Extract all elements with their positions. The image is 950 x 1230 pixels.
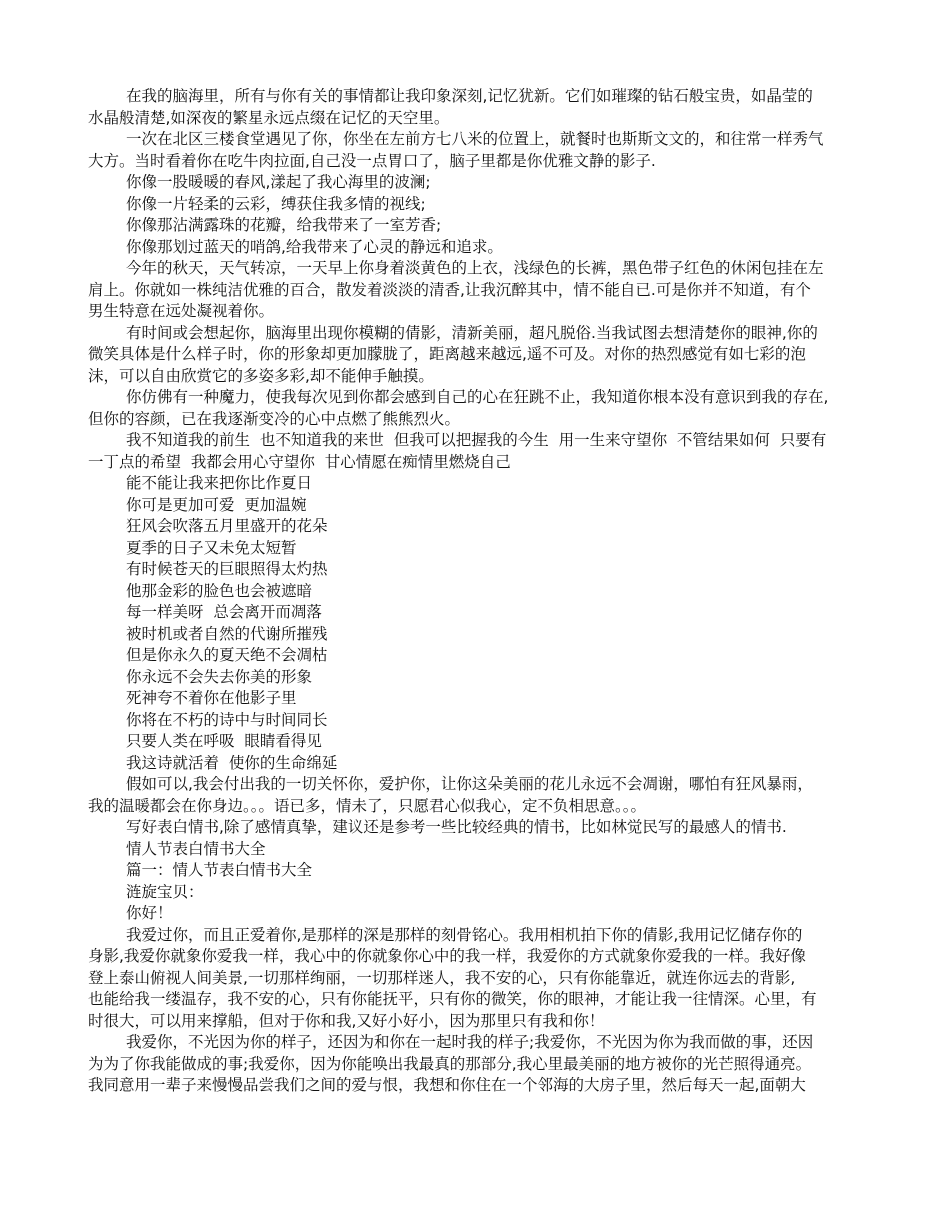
text-line: 有时间或会想起你，脑海里出现你模糊的倩影，清新美丽，超凡脱俗.当我试图去想清楚你的眼神,你的	[126, 323, 818, 342]
text-line: 时很大，可以用来撑船，但对于你和我,又好小好小，因为那里只有我和你！	[88, 1011, 605, 1030]
text-line: 写好表白情书,除了感情真挚，建议还是参考一些比较经典的情书，比如林觉民写的最感人的情书.	[126, 818, 787, 836]
document-body	[88, 86, 862, 1097]
text-line: 他那金彩的脸色也会被遮暗	[126, 581, 313, 600]
text-line: 只要人类在呼吸 眼睛看得见	[126, 732, 322, 750]
text-line: 你永远不会失去你美的形象	[126, 667, 313, 686]
text-line: 被时机或者自然的代谢所摧残	[126, 624, 328, 643]
text-line: 假如可以,我会付出我的一切关怀你，爱护你，让你这朵美丽的花儿永远不会凋谢，哪怕有狂风暴雨，	[126, 775, 813, 793]
text-line: 男生特意在远处凝视着你。	[88, 302, 275, 320]
text-line: 沫，可以自由欣赏它的多姿多彩,却不能伸手触摸。	[88, 366, 434, 385]
text-line: 身影,我爱你就象你爱我一样，我心中的你就象你心中的我一样，我爱你的方式就象你爱我的一样。我好像	[88, 947, 806, 965]
text-line: 我不知道我的前生 也不知道我的来世 但我可以把握我的今生 用一生来守望你 不管结果如何 只要有	[126, 431, 827, 449]
text-line: 能不能让我来把你比作夏日	[126, 474, 313, 492]
text-line: 你将在不朽的诗中与时间同长	[126, 710, 328, 729]
text-line: 你可是更加可爱 更加温婉	[126, 495, 307, 514]
text-line: 一次在北区三楼食堂遇见了你，你坐在左前方七八米的位置上，就餐时也斯斯文文的，和往常一样秀气	[126, 130, 824, 148]
text-line: 狂风会吹落五月里盛开的花朵	[126, 517, 328, 535]
text-line: 肩上。你就如一株纯洁优雅的百合，散发着淡淡的清香,让我沉醉其中，情不能自已.可是你并不知道，有个	[88, 280, 811, 299]
text-line: 水晶般清楚,如深夜的繁星永远点缀在记忆的天空里。	[88, 108, 450, 127]
text-line: 但你的容颜，已在我逐渐变冷的心中点燃了熊熊烈火。	[88, 409, 461, 428]
text-line: 篇一：情人节表白情书大全	[126, 861, 313, 879]
text-line: 我爱过你，而且正爱着你,是那样的深是那样的刻骨铭心。我用相机拍下你的倩影,我用记忆储存你的	[126, 925, 803, 944]
text-line: 你好！	[126, 904, 173, 922]
text-line: 涟旋宝贝：	[126, 882, 204, 901]
text-line: 你像那沾满露珠的花瓣，给我带来了一室芳香;	[126, 216, 442, 234]
text-line: 你像一股暖暖的春风,漾起了我心海里的波澜;	[126, 173, 431, 191]
text-line: 我这诗就活着 使你的生命绵延	[126, 753, 338, 772]
text-line: 你像那划过蓝天的哨鸽,给我带来了心灵的静远和追求。	[126, 237, 503, 256]
text-line: 死神夸不着你在他影子里	[126, 689, 297, 707]
text-line: 情人节表白情书大全	[126, 839, 266, 858]
text-line: 我爱你，不光因为你的样子，还因为和你在一起时我的样子;我爱你，不光因为你为我而做的事，还因	[126, 1033, 814, 1051]
text-line: 也能给我一缕温存，我不安的心，只有你能抚平，只有你的微笑，你的眼神，才能让我一往情深。心里，有	[88, 990, 817, 1008]
text-line: 为为了你我能做成的事;我爱你，因为你能唤出我最真的那部分,我心里最美丽的地方被你的光芒照得通亮。	[88, 1054, 812, 1073]
text-line: 夏季的日子又未免太短暂	[126, 538, 297, 557]
text-line: 我同意用一辈子来慢慢品尝我们之间的爱与恨，我想和你住在一个邻海的大房子里，然后每天一起,面朝大	[88, 1076, 806, 1094]
text-line: 但是你永久的夏天绝不会凋枯	[126, 646, 328, 664]
text-line: 大方。当时看着你在吃牛肉拉面,自己没一点胃口了，脑子里都是你优雅文静的影子.	[88, 151, 656, 170]
text-line: 微笑具体是什么样子时，你的形象却更加朦胧了，距离越来越远,遥不可及。对你的热烈感觉有如七彩的泡	[88, 345, 806, 363]
text-line: 在我的脑海里，所有与你有关的事情都让我印象深刻,记忆犹新。它们如璀璨的钻石般宝贵，如晶莹的	[126, 87, 813, 105]
text-line: 有时候苍天的巨眼照得太灼热	[126, 560, 328, 578]
text-line: 你仿佛有一种魔力，使我每次见到你都会感到自己的心在狂跳不止，我知道你根本没有意识到我的存在,	[126, 388, 829, 406]
text-line: 登上泰山俯视人间美景,一切那样绚丽，一切那样迷人，我不安的心，只有你能靠近，就连你远去的背影,	[88, 968, 796, 987]
text-line: 一丁点的希望 我都会用心守望你 甘心情愿在痴情里燃烧自己	[88, 452, 511, 471]
text-line: 今年的秋天，天气转凉，一天早上你身着淡黄色的上衣，浅绿色的长裤，黑色带子红色的休闲包挂在左	[126, 259, 824, 277]
text-line: 我的温暖都会在你身边。。。语已多，情未了，只愿君心似我心，定不负相思意。。。	[88, 796, 647, 815]
text-line: 你像一片轻柔的云彩，缚获住我多情的视线;	[126, 194, 426, 213]
text-line: 每一样美呀 总会离开而凋落	[126, 603, 322, 621]
